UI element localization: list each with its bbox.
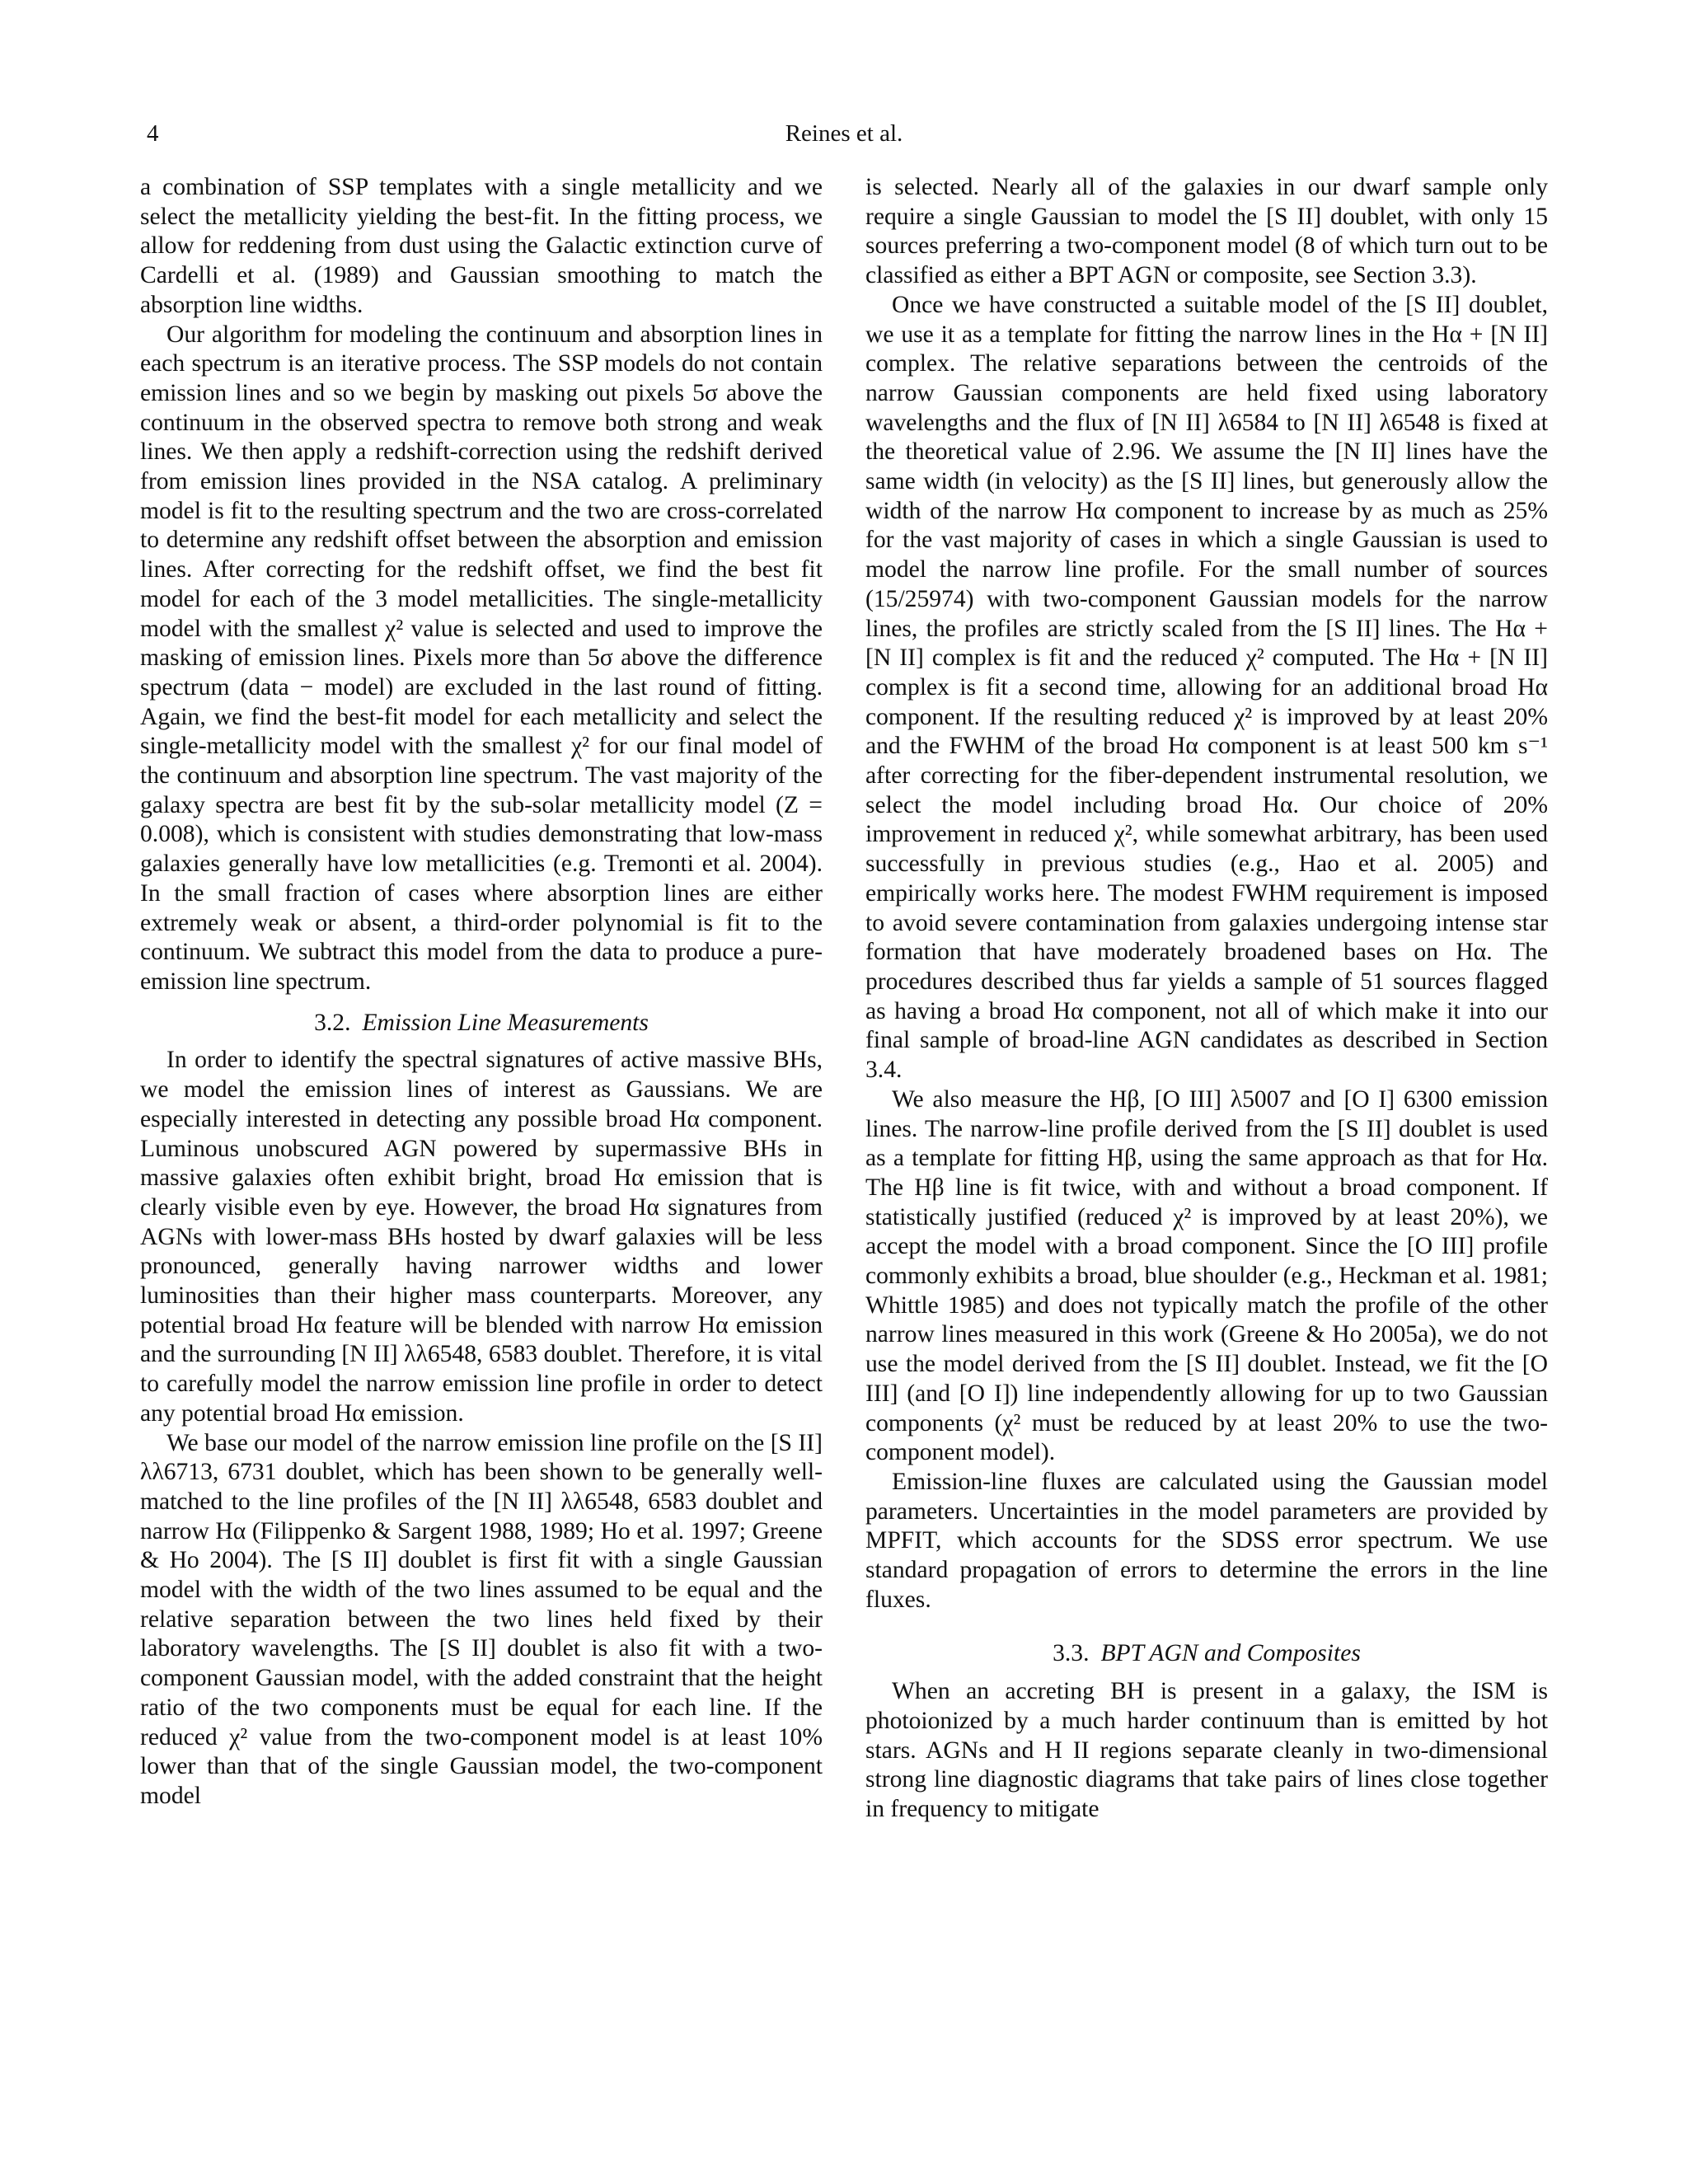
paragraph: Our algorithm for modeling the continuum and absorption lines in each spectrum is an iterative process. The SSP models do not contain emission lines and so we begin by masking out pixels 5σ above the continuum in the observed spectra to remove both strong and weak lines. We then apply a redshift-correction using the redshift derived from emission lines provided in the NSA catalog. A preliminary model is fit to the resulting spectrum and the two are cross-correlated to determine any redshift offset between the absorption and emission lines. After correcting for the redshift offset, we find the best fit model for each of the 3 model metallicities. The single-metallicity model with the smallest χ² value is selected and used to improve the masking of emission lines. Pixels more than 5σ above the difference spectrum (data − model) are excluded in the last round of fitting. Again, we find the best-fit model for each metallicity and select the single-metallicity model with the smallest χ² for our final model of the continuum and absorption line spectrum. The vast majority of the galaxy spectra are best fit by the sub-solar metallicity model (Z = 0.008), which is consistent with studies demonstrating that low-mass galaxies generally have low metallicities (e.g. Tremonti et al. 2004). In the small fraction of cases where absorption lines are either extremely weak or absent, a third-order polynomial is fit to the continuum. We subtract this model from the data to produce a pure-emission line spectrum. xyxy=(140,321,823,995)
paragraph: When an accreting BH is present in a galaxy, the ISM is photoionized by a much harder continuum than is emitted by hot stars. AGNs and H II regions separate cleanly in two-dimensional strong line diagnostic diagrams that take pairs of lines close together in frequency to mitigate xyxy=(865,1678,1548,1822)
section-number: 3.3. xyxy=(1053,1640,1090,1667)
page-number: 4 xyxy=(147,120,159,147)
section-heading-3-2 xyxy=(140,1009,823,1038)
section-title: BPT AGN and Composites xyxy=(1100,1640,1361,1667)
paragraph: In order to identify the spectral signatures of active massive BHs, we model the emission lines of interest as Gaussians. We are especially interested in detecting any possible broad Hα component. Luminous unobscured AGN powered by supermassive BHs in massive galaxies often exhibit bright, broad Hα emission that is clearly visible even by eye. However, the broad Hα signatures from AGNs with lower-mass BHs hosted by dwarf galaxies will be less pronounced, generally having narrower widths and lower luminosities than their higher mass counterparts. Moreover, any potential broad Hα feature will be blended with narrow Hα emission and the surrounding [N II] λλ6548, 6583 doublet. Therefore, it is vital to carefully model the narrow emission line profile in order to detect any potential broad Hα emission. xyxy=(140,1047,823,1427)
section-title: Emission Line Measurements xyxy=(362,1009,649,1036)
running-title: Reines et al. xyxy=(785,120,903,147)
paragraph: Once we have constructed a suitable model of the [S II] doublet, we use it as a template for fitting the narrow lines in the Hα + [N II] complex. The relative separations between the centroids of the narrow Gaussian components are held fixed using laboratory wavelengths and the flux of [N II] λ6584 to [N II] λ6548 is fixed at the theoretical value of 2.96. We assume the [N II] lines have the same width (in velocity) as the [S II] lines, but generously allow the width of the narrow Hα component to increase by as much as 25% for the vast majority of cases in which a single Gaussian is used to model the narrow line profile. For the small number of sources (15/25974) with two-component Gaussian models for the narrow lines, the profiles are strictly scaled from the [S II] lines. The Hα + [N II] complex is fit and the reduced χ² computed. The Hα + [N II] complex is fit a second time, allowing for an additional broad Hα component. If the resulting reduced χ² is improved by at least 20% and the FWHM of the broad Hα component is at least 500 km s⁻¹ after correcting for the fiber-dependent instrumental resolution, we select the model including broad Hα. Our choice of 20% improvement in reduced χ², while somewhat arbitrary, has been used successfully in previous studies (e.g., Hao et al. 2005) and empirically works here. The modest FWHM requirement is imposed to avoid severe contamination from galaxies undergoing intense star formation that have moderately broadened bases on Hα. The procedures described thus far yields a sample of 51 sources flagged as having a broad Hα component, not all of which make it into our final sample of broad-line AGN candidates as described in Section 3.4. xyxy=(865,291,1548,1084)
paragraph: We base our model of the narrow emission line profile on the [S II] λλ6713, 6731 doublet, which has been shown to be generally well-matched to the line profiles of the [N II] λλ6548, 6583 doublet and narrow Hα (Filippenko & Sargent 1988, 1989; Ho et al. 1997; Greene & Ho 2004). The [S II] doublet is first fit with a single Gaussian model with the width of the two lines assumed to be equal and the relative separation between the two lines held fixed by their laboratory wavelengths. The [S II] doublet is also fit with a two-component Gaussian model, with the added constraint that the height ratio of the two components must be equal for each line. If the reduced χ² value from the two-component model is at least 10% lower than that of the single Gaussian model, the two-component model xyxy=(140,1429,823,1809)
section-number: 3.2. xyxy=(314,1009,351,1036)
right-column xyxy=(865,173,1548,1825)
left-column xyxy=(140,173,823,1811)
section-heading-3-3 xyxy=(865,1639,1548,1669)
paragraph: Emission-line fluxes are calculated using the Gaussian model parameters. Uncertainties in the model parameters are provided by MPFIT, which accounts for the SDSS error spectrum. We use standard propagation of errors to determine the errors in the line fluxes. xyxy=(865,1468,1548,1613)
paragraph: is selected. Nearly all of the galaxies in our dwarf sample only require a single Gaussian to model the [S II] doublet, with only 15 sources preferring a two-component model (8 of which turn out to be classified as either a BPT AGN or composite, see Section 3.3). xyxy=(865,174,1548,289)
paragraph: a combination of SSP templates with a single metallicity and we select the metallicity yielding the best-fit. In the fitting process, we allow for reddening from dust using the Galactic extinction curve of Cardelli et al. (1989) and Gaussian smoothing to match the absorption line widths. xyxy=(140,174,823,318)
running-header xyxy=(140,115,1548,157)
paragraph: We also measure the Hβ, [O III] λ5007 and [O I] 6300 emission lines. The narrow-line profile derived from the [S II] doublet is used as a template for fitting Hβ, using the same approach as that for Hα. The Hβ line is fit twice, with and without a broad component. If statistically justified (reduced χ² is improved by at least 20%), we accept the model with a broad component. Since the [O III] profile commonly exhibits a broad, blue shoulder (e.g., Heckman et al. 1981; Whittle 1985) and does not typically match the profile of the other narrow lines measured in this work (Greene & Ho 2005a), we do not use the model derived from the [S II] doublet. Instead, we fit the [O III] (and [O I]) line independently allowing for up to two Gaussian components (χ² must be reduced by at least 20% to use the two-component model). xyxy=(865,1085,1548,1466)
